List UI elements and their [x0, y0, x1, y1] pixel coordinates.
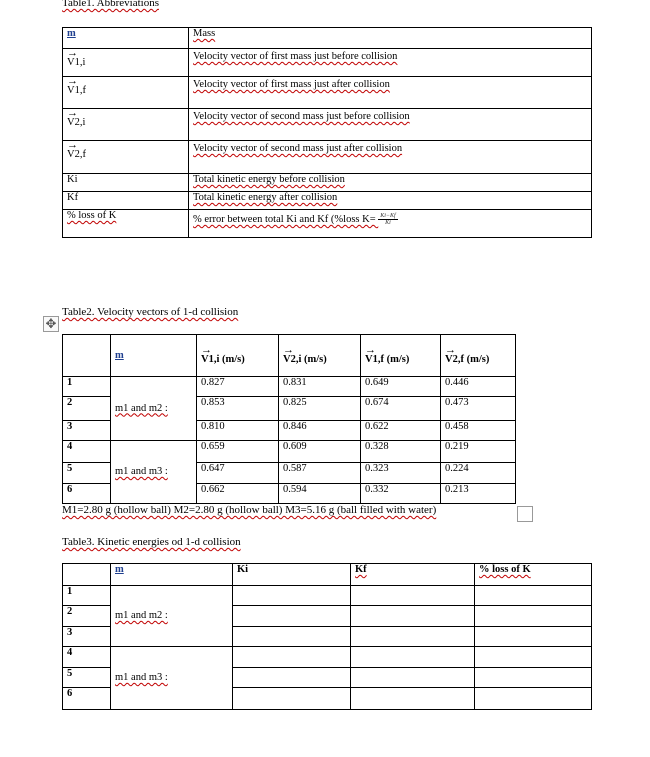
value-cell: 0.827	[197, 377, 279, 397]
value-cell: 0.224	[441, 463, 516, 484]
empty-cell[interactable]	[233, 627, 351, 647]
value-cell: 0.662	[197, 484, 279, 504]
header-ki: Ki	[233, 564, 351, 586]
trial-number: 5	[63, 668, 111, 688]
abbr-description: Total kinetic energy after collision	[189, 192, 592, 210]
header-m: m	[111, 335, 197, 377]
value-cell: 0.846	[279, 421, 361, 441]
empty-cell[interactable]	[351, 627, 475, 647]
abbr-symbol: Ki	[63, 174, 189, 192]
abbr-symbol: → V2,f	[63, 141, 189, 174]
loss-formula-fraction: $\frac{Ki-Kf}{Ki}$	[380, 213, 396, 226]
abbr-description: Mass	[189, 28, 592, 49]
abbr-description: Velocity vector of second mass just before collision	[189, 109, 592, 141]
trial-number: 4	[63, 441, 111, 463]
value-cell: 0.446	[441, 377, 516, 397]
empty-cell[interactable]	[475, 668, 592, 688]
abbr-symbol: → V1,f	[63, 77, 189, 109]
value-cell: 0.594	[279, 484, 361, 504]
header-blank	[63, 564, 111, 586]
move-icon[interactable]: ✥	[43, 316, 59, 332]
value-cell: 0.609	[279, 441, 361, 463]
end-of-table-marker	[517, 506, 533, 522]
value-cell: 0.853	[197, 397, 279, 421]
trial-number: 6	[63, 688, 111, 710]
kinetic-energy-table	[62, 563, 592, 710]
empty-cell[interactable]	[351, 688, 475, 710]
empty-cell[interactable]	[233, 647, 351, 668]
value-cell: 0.213	[441, 484, 516, 504]
empty-cell[interactable]	[351, 668, 475, 688]
text-cursor	[515, 485, 516, 499]
trial-number: 5	[63, 463, 111, 484]
abbr-symbol: Kf	[63, 192, 189, 210]
group-label: m1 and m2 :	[111, 377, 197, 441]
velocity-table	[62, 334, 516, 504]
group-label: m1 and m3 :	[111, 647, 233, 710]
abbr-description: % error between total Ki and Kf (%loss K= $\frac{Ki-Kf}{Ki}$	[189, 210, 592, 238]
empty-cell[interactable]	[233, 606, 351, 627]
abbr-symbol: % loss of K	[63, 210, 189, 238]
header-v2f: → V2,f (m/s)	[441, 335, 516, 377]
value-cell: 0.647	[197, 463, 279, 484]
empty-cell[interactable]	[475, 586, 592, 606]
trial-number: 1	[63, 586, 111, 606]
header-blank	[63, 335, 111, 377]
value-cell: 0.328	[361, 441, 441, 463]
empty-cell[interactable]	[475, 647, 592, 668]
header-v1i: → V1,i (m/s)	[197, 335, 279, 377]
abbr-symbol: → V1,i	[63, 49, 189, 77]
value-cell: 0.219	[441, 441, 516, 463]
value-cell: 0.831	[279, 377, 361, 397]
trial-number: 3	[63, 627, 111, 647]
abbr-symbol: → V2,i	[63, 109, 189, 141]
header-kf: Kf	[351, 564, 475, 586]
header-m: m	[111, 564, 233, 586]
abbr-description: Velocity vector of second mass just after collision	[189, 141, 592, 174]
value-cell: 0.659	[197, 441, 279, 463]
empty-cell[interactable]	[351, 586, 475, 606]
mass-note: M1=2.80 g (hollow ball) M2=2.80 g (hollow ball) M3=5.16 g (ball filled with water)	[62, 504, 437, 516]
abbr-symbol: m	[63, 28, 189, 49]
header-v1f: → V1,f (m/s)	[361, 335, 441, 377]
trial-number: 2	[63, 397, 111, 421]
abbr-description: Total kinetic energy before collision	[189, 174, 592, 192]
abbreviations-table	[62, 27, 592, 238]
trial-number: 2	[63, 606, 111, 627]
empty-cell[interactable]	[233, 586, 351, 606]
value-cell: 0.825	[279, 397, 361, 421]
header-loss: % loss of K	[475, 564, 592, 586]
empty-cell[interactable]	[475, 627, 592, 647]
table2-caption: Table2. Velocity vectors of 1-d collision	[62, 306, 239, 318]
value-cell: 0.458	[441, 421, 516, 441]
value-cell: 0.473	[441, 397, 516, 421]
empty-cell[interactable]	[233, 688, 351, 710]
group-label: m1 and m3 :	[111, 441, 197, 504]
table1-caption: Table1. Abbreviations	[62, 0, 159, 9]
value-cell: 0.323	[361, 463, 441, 484]
empty-cell[interactable]	[233, 668, 351, 688]
empty-cell[interactable]	[475, 606, 592, 627]
value-cell: 0.332	[361, 484, 441, 504]
empty-cell[interactable]	[351, 647, 475, 668]
trial-number: 3	[63, 421, 111, 441]
value-cell: 0.587	[279, 463, 361, 484]
value-cell: 0.649	[361, 377, 441, 397]
empty-cell[interactable]	[351, 606, 475, 627]
abbr-description: Velocity vector of first mass just after collision	[189, 77, 592, 109]
trial-number: 4	[63, 647, 111, 668]
value-cell: 0.622	[361, 421, 441, 441]
header-v2i: → V2,i (m/s)	[279, 335, 361, 377]
trial-number: 1	[63, 377, 111, 397]
trial-number: 6	[63, 484, 111, 504]
value-cell: 0.674	[361, 397, 441, 421]
empty-cell[interactable]	[475, 688, 592, 710]
value-cell: 0.810	[197, 421, 279, 441]
group-label: m1 and m2 :	[111, 586, 233, 647]
abbr-description: Velocity vector of first mass just before collision	[189, 49, 592, 77]
table3-caption: Table3. Kinetic energies od 1-d collision	[62, 536, 241, 548]
